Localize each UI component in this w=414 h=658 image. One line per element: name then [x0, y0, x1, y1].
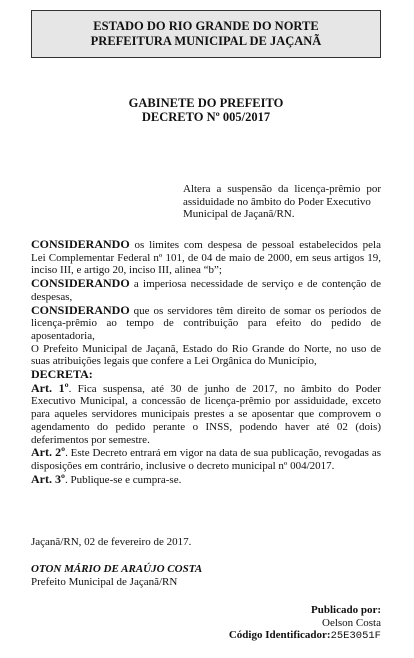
identifier-line — [229, 629, 381, 643]
title-office: GABINETE DO PREFEITO — [128, 96, 284, 110]
signatory-name: OTON MÁRIO DE ARAÚJO COSTA — [31, 563, 203, 575]
publication-info — [229, 604, 381, 643]
document-header — [31, 10, 381, 58]
signatory-role: Prefeito Municipal de Jaçanã/RN — [31, 576, 178, 588]
considerando-text: os limites com despesa de pessoal estabelecidos pela Lei Complementar Federal nº 101, de 04 de maio de 2000, em seus artigos 19, inciso III, e artigo 20, inciso III, alinea “b”; — [31, 239, 381, 277]
considerando-label: CONSIDERANDO — [31, 276, 130, 291]
article-text: . Este Decreto entrará em vigor na data de sua publicação, revogadas as disposições em contrário, inclusive o decreto municipal nº 004/2017. — [31, 447, 381, 472]
considerando-text: a imperiosa necessidade de serviço e de contenção de despesas, — [31, 278, 381, 303]
header-state: ESTADO DO RIO GRANDE DO NORTE — [93, 19, 319, 33]
article-1 — [31, 382, 381, 447]
article-text: . Publique-se e cumpra-se. — [64, 473, 182, 486]
considerando-label: CONSIDERANDO — [31, 237, 130, 251]
article-label: Art. 2º — [31, 445, 66, 460]
article-3 — [31, 473, 381, 487]
published-by-label: Publicado por: — [311, 604, 381, 616]
identifier-label: Código Identificador: — [228, 629, 331, 641]
decree-body — [31, 238, 381, 486]
considerando-paragraph — [31, 304, 381, 343]
considerando-text: que os servidores têm direito de somar os períodos de licença-prêmio ao tempo de contribuição para efeito do pedido de aposentadoria, — [31, 304, 381, 342]
decree-title — [31, 96, 381, 124]
identifier-code: 25E3051F — [330, 630, 381, 642]
article-label: Art. 3º — [31, 471, 65, 486]
signature-block — [31, 563, 202, 589]
date-line: Jaçanã/RN, 02 de fevereiro de 2017. — [31, 536, 192, 548]
ementa-line: Municipal de Jaçanã/RN. — [183, 208, 295, 221]
article-2 — [31, 446, 381, 472]
article-label: Art. 1º — [31, 380, 69, 395]
article-text: . Fica suspensa, até 30 de junho de 2017, no âmbito do Poder Executivo Municipal, a concessão de licença-prêmio por assiduidade, exceto para aqueles servidores municipais prestes a se aposentar que comprovem o agendamento do pedido perante o INSS, podendo haver até 02 (dois) deferimentos por semestre. — [31, 382, 381, 446]
considerando-label: CONSIDERANDO — [31, 302, 130, 317]
header-prefecture: PREFEITURA MUNICIPAL DE JAÇANÃ — [90, 34, 322, 48]
preamble-paragraph: O Prefeito Municipal de Jaçanã, Estado do Rio Grande do Norte, no uso de suas atribuições legais que confere a Lei Orgânica do Município, — [31, 342, 381, 368]
ementa-line: Altera a suspensão da licença-prêmio por assiduidade no âmbito do Poder Executivo — [183, 183, 381, 208]
considerando-paragraph — [31, 277, 381, 303]
title-decree-number: DECRETO Nº 005/2017 — [141, 110, 271, 124]
considerando-paragraph — [31, 238, 381, 277]
decreta-heading: DECRETA: — [31, 367, 93, 382]
publisher-name: Oelson Costa — [322, 616, 381, 629]
ementa — [183, 183, 381, 221]
